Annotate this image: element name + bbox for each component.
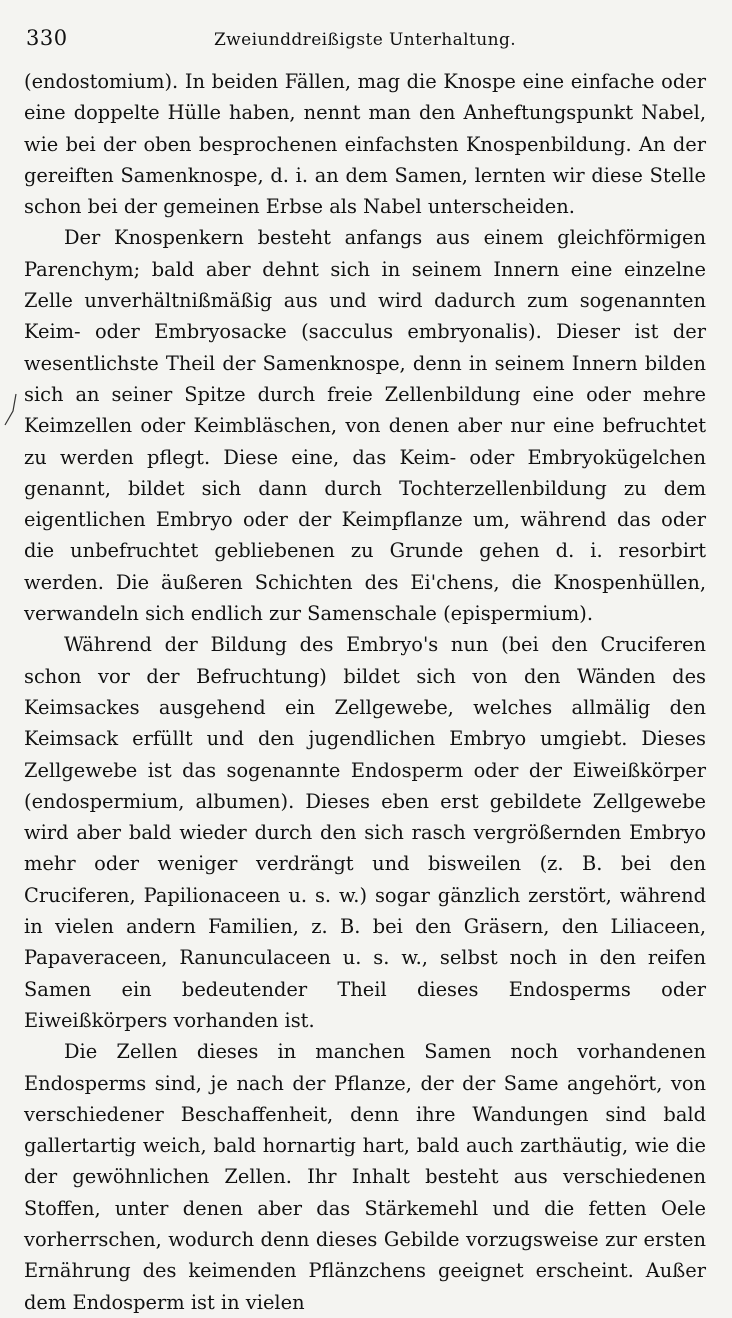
pencil-mark-icon (3, 393, 19, 427)
paragraph-1: (endostomium). In beiden Fällen, mag die Knospe eine einfache oder eine doppelte Hülle haben, nennt man den Anheftungspunkt Nabel, wie bei der oben besprochenen einfachsten Knospenbildung. An der gereiften Samenknospe, d. i. an dem Samen, lernten wir diese Stelle schon bei der gemeinen Erbse als Nabel unterscheiden. (24, 70, 706, 219)
paragraph-2: Der Knospenkern besteht anfangs aus einem gleichförmigen Parenchym; bald aber dehnt sich in seinem Innern eine einzelne Zelle unverhältnißmäßig aus und wird dadurch zum sogenannten Keim- oder Embryosacke (sacculus embryonalis). Dieser ist der wesentlichste Theil der Samenknospe, denn in seinem Innern bilden sich an seiner Spitze durch freie Zellenbildung eine oder mehre Keimzellen oder Keimbläschen, von denen aber nur eine befruchtet zu werden pflegt. Diese eine, das Keim- oder Embryokügelchen genannt, bildet sich dann durch Tochterzellenbildung zu dem eigentlichen Embryo oder der Keimpflanze um, während das oder die unbefruchtet gebliebenen zu Grunde gehen d. i. resorbirt werden. Die äußeren Schichten des Ei'chens, die Knospenhüllen, verwandeln sich endlich zur Samenschale (epispermium). (24, 226, 706, 626)
paragraph-4: Die Zellen dieses in manchen Samen noch vorhandenen Endosperms sind, je nach der Pflanze, der der Same angehört, von verschiedener Beschaffenheit, denn ihre Wandungen sind bald gallertartig weich, bald hornartig hart, bald auch zarthäutig, wie die der gewöhnlichen Zellen. Ihr Inhalt besteht aus verschiedenen Stoffen, unter denen aber das Stärkemehl und die fetten Oele vorherrschen, wodurch denn dieses Gebilde vorzugsweise zur ersten Ernährung des keimenden Pflänzchens geeignet erscheint. Außer dem Endosperm ist in vielen (24, 1040, 706, 1314)
body-text (24, 66, 706, 1318)
paragraph-3: Während der Bildung des Embryo's nun (bei den Cruciferen schon vor der Befruchtung) bildet sich von den Wänden des Keimsackes ausgehend ein Zellgewebe, welches allmälig den Keimsack erfüllt und den jugendlichen Embryo umgiebt. Dieses Zellgewebe ist das sogenannte Endosperm oder der Eiweißkörper (endospermium, albumen). Dieses eben erst gebildete Zellgewebe wird aber bald wieder durch den sich rasch vergrößernden Embryo mehr oder weniger verdrängt und bisweilen (z. B. bei den Cruciferen, Papilionaceen u. s. w.) sogar gänzlich zerstört, während in vielen andern Familien, z. B. bei den Gräsern, den Liliaceen, Papaveraceen, Ranunculaceen u. s. w., selbst noch in den reifen Samen ein bedeutender Theil dieses Endosperms oder Eiweißkörpers vorhanden ist. (24, 633, 706, 1032)
page-header (24, 22, 706, 56)
page-number: 330 (26, 26, 68, 50)
running-head: Zweiunddreißigste Unterhaltung. (213, 30, 517, 50)
